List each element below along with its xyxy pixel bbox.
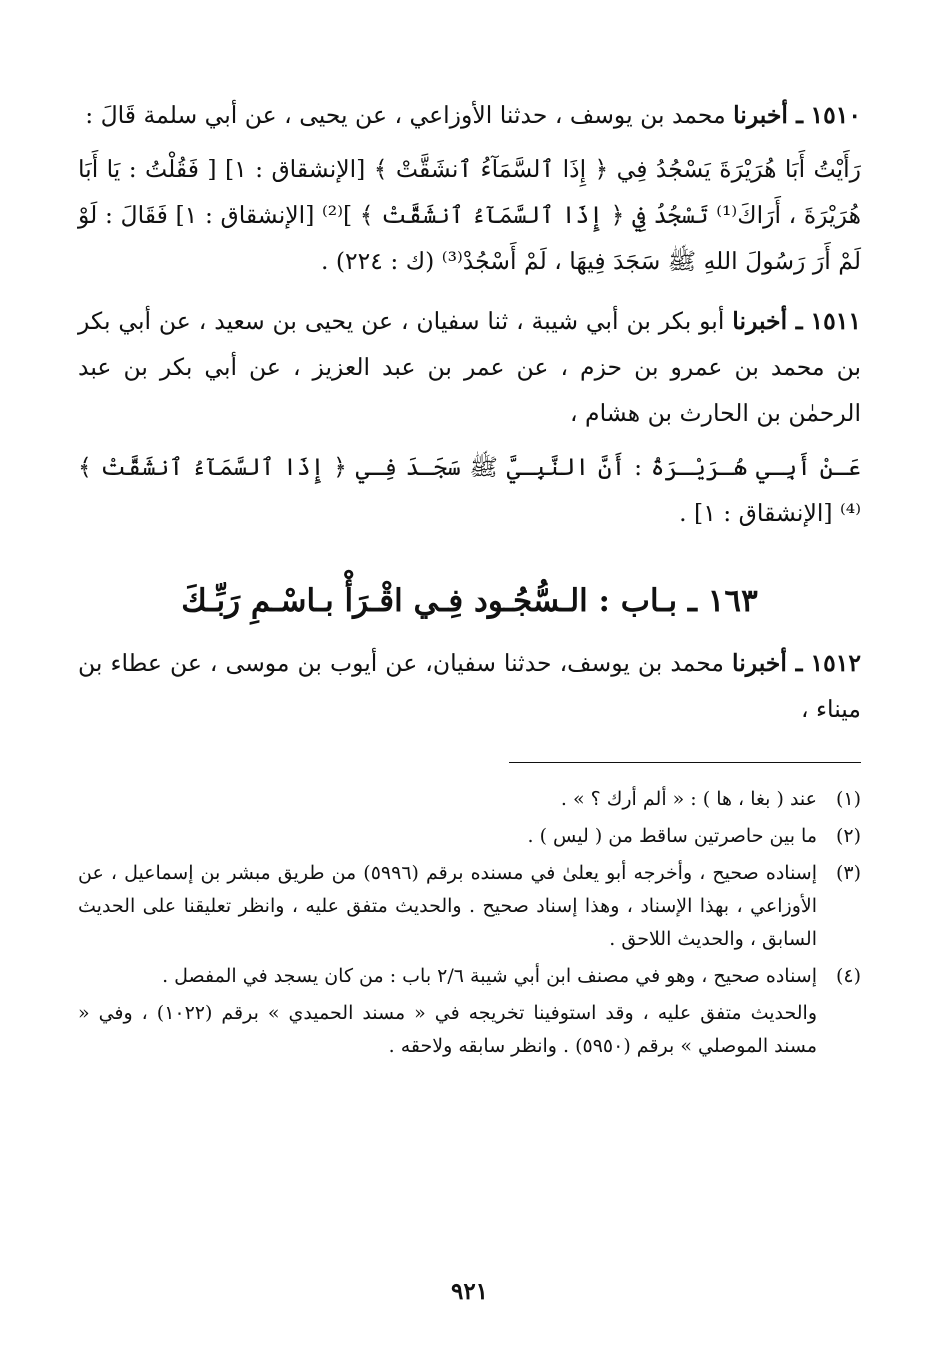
hadith-number: ١٥١٠ bbox=[810, 101, 861, 129]
hadith-1512-isnad bbox=[78, 640, 861, 732]
hadith-text: محمد بن يوسف، حدثنا سفيان، عن أيوب بن موسى ، عن عطاء بن ميناء ، bbox=[78, 649, 861, 723]
hadith-text: محمد بن يوسف ، حدثنا الأوزاعي ، عن يحيى ، عن أبي سلمة قَالَ : bbox=[85, 101, 734, 129]
footnote-text: إسناده صحيح ، وأخرجه أبو يعلىٰ في مسنده برقم (٥٩٩٦) من طريق مبشر بن إسماعيل ، عن الأوزاعي ، بهذا الإسناد ، وهذا إسناد صحيح . والحديث متفق عليه ، وانظر تعليقنا على الحديث السابق ، والحديث اللاحق . bbox=[78, 862, 818, 950]
hadith-text: رَأَيْتُ أَبَا هُرَيْرَةَ يَسْجُدُ فِي ﴿ إِذَا ٱلسَّمَآءُ ٱنشَقَّتْ ﴾ [الإنشقاق : ١] [ فَقُلْتُ : يَا أَبَا هُرَيْرَةَ ، أَرَاكَ⁽¹⁾ تَسْجُدُ فِي ﴿ إِذَا ٱلسَّمَآءُ ٱنشَقَّتْ ﴾ ]⁽²⁾ [الإنشقاق : ١] فَقَالَ : لَوْ لَمْ أَرَ رَسُولَ اللهِ ﷺ سَجَدَ فِيهَا ، لَمْ أَسْجُدْ⁽³⁾ (ك : ٢٢٤) . bbox=[78, 155, 862, 275]
footnote-continuation: والحديث متفق عليه ، وقد استوفينا تخريجه في « مسند الحميدي » برقم (١٠٢٢) ، وفي « مسند الموصلي » برقم (٥٩٥٠) . وانظر سابقه ولاحقه . bbox=[78, 1002, 818, 1057]
hadith-text: أبو بكر بن أبي شيبة ، ثنا سفيان ، عن يحيى بن سعيد ، عن أبي بكر بن محمد بن عمرو بن حزم ، عن عمر بن عبد العزيز ، عن أبي بكر بن عبد الرحمٰن بن الحارث بن هشام ، bbox=[78, 307, 861, 427]
footnote bbox=[78, 857, 861, 956]
footnote-text: ما بين حاصرتين ساقط من ( ليس ) . bbox=[527, 825, 817, 847]
page-number: ٩٢١ bbox=[450, 1278, 489, 1305]
footnote-text: إسناده صحيح ، وهو في مصنف ابن أبي شيبة ٢/٦ باب : من كان يسجد في المفصل . bbox=[162, 965, 817, 987]
hadith-1510-matn bbox=[78, 146, 861, 284]
hadith-text: عَـنْ أَبِـي هُـرَيْـرَةُ : أَنَّ النَّبِـيَّ ﷺ سَجَـدَ فِـي ﴿ إِذَا ٱلسَّمَآءُ ٱنشَقَّتْ ﴾⁽⁴⁾ [الإنشقاق : ١] . bbox=[78, 453, 861, 527]
hadith-intro: ـ أخبرنا bbox=[733, 101, 804, 129]
chapter-heading: ١٦٣ ـ بـاب : الـسُّجُـود فِـي اقْـرَأْ بـاسْـمِ رَبِّـكَ bbox=[181, 583, 758, 619]
footnote bbox=[78, 783, 861, 816]
footnote-mark: (٢) bbox=[835, 825, 861, 847]
footnote bbox=[78, 960, 861, 993]
hadith-1511-matn bbox=[78, 444, 861, 536]
hadith-intro: ـ أخبرنا bbox=[732, 307, 803, 335]
hadith-intro: ـ أخبرنا bbox=[732, 649, 803, 677]
footnote-text: عند ( بغا ، ها ) : « ألم أرك ؟ » . bbox=[560, 788, 817, 810]
hadith-1510-isnad bbox=[78, 92, 861, 138]
hadith-1511-isnad bbox=[78, 298, 861, 436]
hadith-number: ١٥١١ bbox=[810, 307, 861, 335]
footnote bbox=[78, 820, 861, 853]
footnote-mark: (١) bbox=[835, 788, 861, 810]
footnote-mark: (٤) bbox=[835, 965, 861, 987]
hadith-number: ١٥١٢ bbox=[810, 649, 861, 677]
footnote-mark: (٣) bbox=[835, 862, 861, 884]
footnotes bbox=[78, 783, 861, 1063]
footnote-divider bbox=[509, 762, 861, 763]
